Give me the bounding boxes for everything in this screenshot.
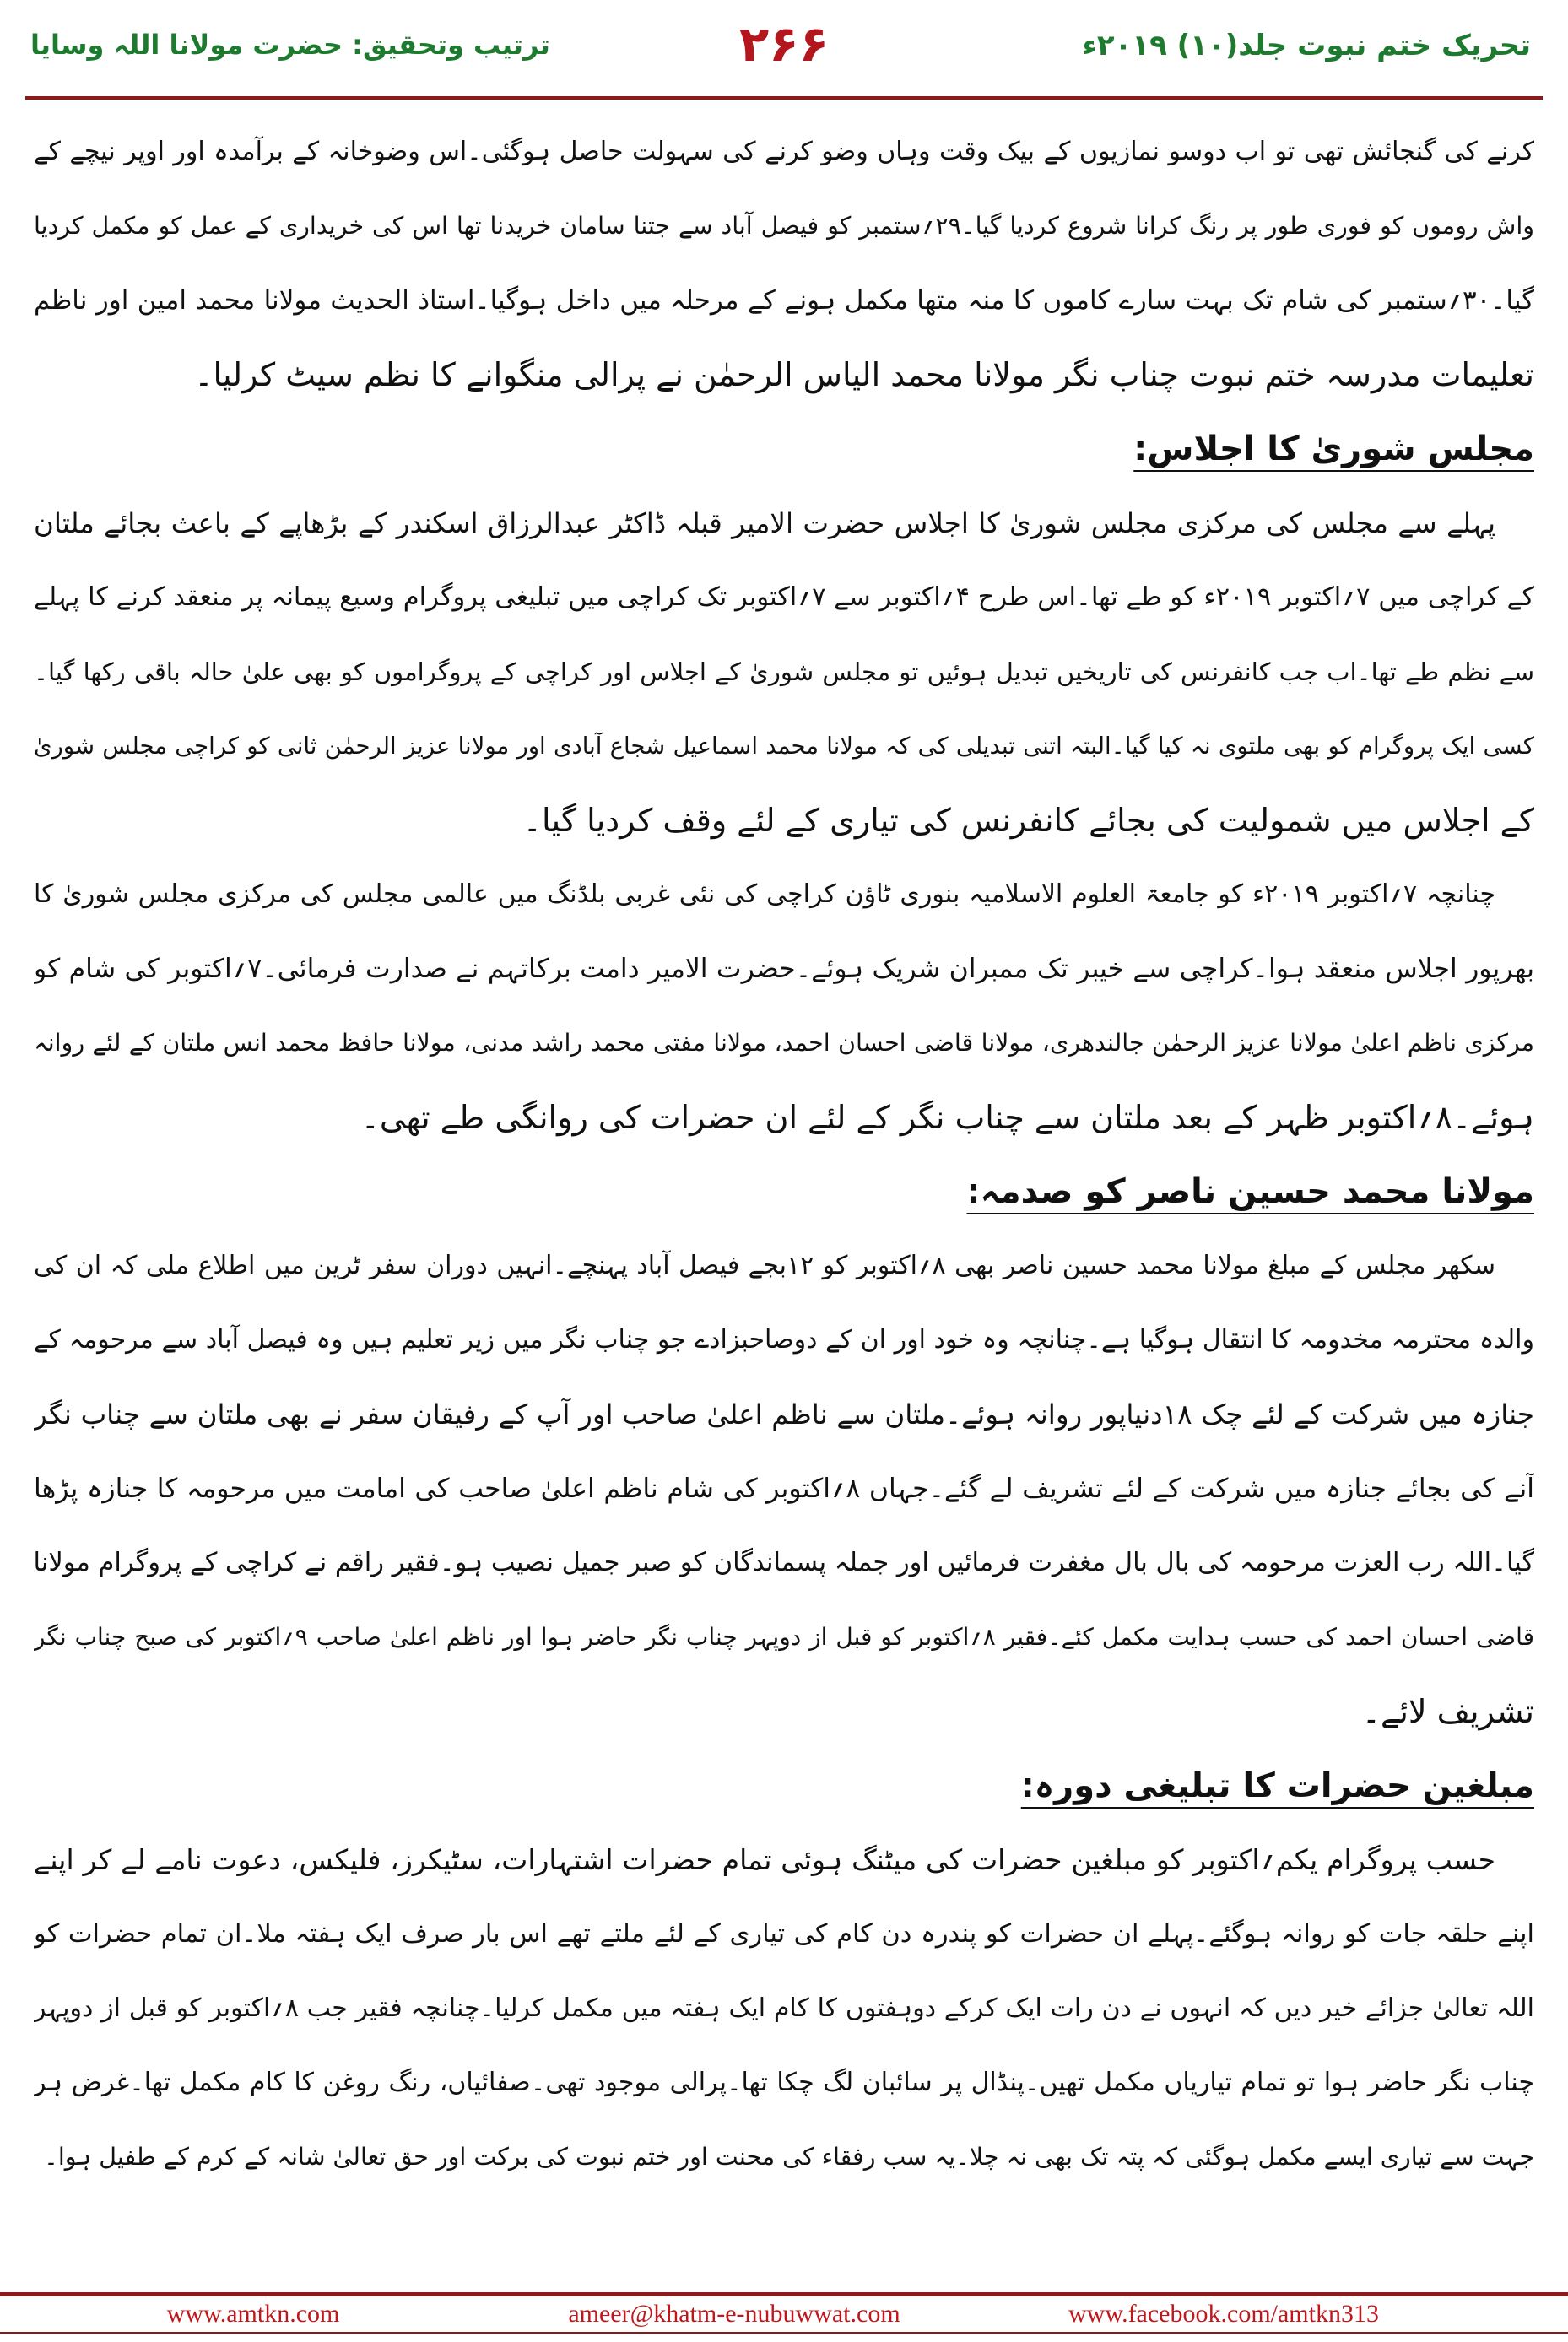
page-header <box>25 0 1543 100</box>
text-line: گیا۔۳۰؍ستمبر کی شام تک بہت سارے کاموں کا منہ متھا مکمل ہونے کے مرحلہ میں داخل ہوگیا۔استاذ الحدیث مولانا محمد امین اور ناظم <box>34 285 1534 316</box>
text-line: تعلیمات مدرسہ ختم نبوت چناب نگر مولانا محمد الیاس الرحمٰن نے پرالی منگوانے کا نظم سیٹ کرلیا۔ <box>194 356 1534 393</box>
section-heading <box>34 1155 1534 1229</box>
text-line: والدہ محترمہ مخدومہ کا انتقال ہوگیا ہے۔چنانچہ وہ خود اور ان کے دوصاحبزادے جو چناب نگر میں زیر تعلیم ہیں وہ فیصل آباد سے مرحومہ کے <box>34 1325 1534 1355</box>
website-link[interactable]: www.amtkn.com <box>166 2300 340 2328</box>
book-title: تحریک ختم نبوت جلد(۱۰) ۲۰۱۹ء <box>1082 29 1531 62</box>
text-line: سکھر مجلس کے مبلغ مولانا محمد حسین ناصر بھی ۸؍اکتوبر کو ۱۲بجے فیصل آباد پہنچے۔انہیں دوران سفر ٹرین میں اطلاع ملی کہ ان کی <box>34 1251 1495 1280</box>
section <box>34 115 1534 412</box>
text-line: اللہ تعالیٰ جزائے خیر دیں کہ انہوں نے دن رات ایک کرکے دوہفتوں کا کام ایک ہفتہ میں مکمل کرلیا۔چنانچہ فقیر جب ۸؍اکتوبر کو قبل از دوپہر <box>34 1993 1534 2023</box>
section-heading <box>34 412 1534 486</box>
text-line: چناب نگر حاضر ہوا تو تمام تیاریاں مکمل تھیں۔پنڈال پر سائبان لگ چکا تھا۔پرالی موجود تھی۔صفائیاں، رنگ روغن کا کام مکمل تھا۔غرض ہر <box>34 2068 1534 2097</box>
paragraph <box>34 1823 1534 2194</box>
section <box>34 412 1534 1155</box>
section-heading-text: مبلغین حضرات کا تبلیغی دورہ: <box>1020 1766 1534 1805</box>
text-line: جہت سے تیاری ایسے مکمل ہوگئی کہ پتہ تک بھی نہ چلا۔یہ سب رفقاء کی محنت اور ختم نبوت کی برکت اور حق تعالیٰ شانہ کے کرم کے طفیل ہوا۔ <box>44 2143 1534 2171</box>
paragraph <box>34 115 1534 412</box>
text-line: تشریف لائے۔ <box>1361 1693 1534 1730</box>
text-line: کسی ایک پروگرام کو بھی ملتوی نہ کیا گیا۔البتہ اتنی تبدیلی کی کہ مولانا محمد اسماعیل شجاع آبادی اور مولانا عزیز الرحمٰن ثانی کو کراچی مجلس شوریٰ <box>34 733 1534 760</box>
email-link[interactable]: ameer@khatm-e-nubuwwat.com <box>568 2300 900 2328</box>
text-line: پہلے سے مجلس کی مرکزی مجلس شوریٰ کا اجلاس حضرت الامیر قبلہ ڈاکٹر عبدالرزاق اسکندر کے بڑھاپے کے باعث بجائے ملتان <box>34 507 1495 539</box>
section-heading <box>34 1749 1534 1823</box>
text-line: کرنے کی گنجائش تھی تو اب دوسو نمازیوں کے بیک وقت وہاں وضو کرنے کی سہولت حاصل ہوگئی۔اس وضوخانہ کے برآمدہ اور اوپر نیچے کے <box>34 137 1534 166</box>
text-line: حسب پروگرام یکم؍اکتوبر کو مبلغین حضرات کی میٹنگ ہوئی تمام حضرات اشتہارات، سٹیکرز، فلیکس، دعوت نامے لے کر اپنے <box>34 1843 1495 1876</box>
paragraph <box>34 857 1534 1155</box>
section-heading-text: مولانا محمد حسین ناصر کو صدمہ: <box>966 1172 1534 1211</box>
text-line: گیا۔اللہ رب العزت مرحومہ کی بال بال مغفرت فرمائیں اور جملہ پسماندگان کو صبر جمیل نصیب ہو۔فقیر راقم نے کراچی کے پروگرام مولانا <box>34 1548 1534 1577</box>
text-line: بھرپور اجلاس منعقد ہوا۔کراچی سے خیبر تک ممبران شریک ہوئے۔حضرت الامیر دامت برکاتہم نے صدارت فرمائی۔۷؍اکتوبر کی شام کو <box>34 954 1534 984</box>
text-line: ہوئے۔۸؍اکتوبر ظہر کے بعد ملتان سے چناب نگر کے لئے ان حضرات کی روانگی طے تھی۔ <box>360 1099 1534 1136</box>
text-line: چنانچہ ۷؍اکتوبر ۲۰۱۹ء کو جامعۃ العلوم الاسلامیہ بنوری ٹاؤن کراچی کی نئی غربی بلڈنگ میں عالمی مجلس کی مرکزی مجلس شوریٰ کا <box>34 879 1495 909</box>
text-line: اپنے حلقہ جات کو روانہ ہوگئے۔پہلے ان حضرات کو پندرہ دن کام کی تیاری کے لئے ملتے تھے اس بار صرف ایک ہفتہ ملا۔ان تمام حضرات کو <box>34 1919 1534 1949</box>
text-line: کے کراچی میں ۷؍اکتوبر ۲۰۱۹ء کو طے تھا۔اس طرح ۴؍اکتوبر سے ۷؍اکتوبر تک کراچی میں تبلیغی پروگرام وسیع پیمانہ پر منعقد کرنے کا پہلے <box>34 582 1534 612</box>
paragraph <box>34 1229 1534 1749</box>
section <box>34 1155 1534 1749</box>
page-footer <box>0 2292 1568 2334</box>
text-line: قاضی احسان احمد کی حسب ہدایت مکمل کئے۔فقیر ۸؍اکتوبر کو قبل از دوپہر چناب نگر حاضر ہوا اور ناظم اعلیٰ صاحب ۹؍اکتوبر کی صبح چناب نگر <box>34 1623 1534 1651</box>
text-line: آنے کی بجائے جنازہ میں شرکت کے لئے تشریف لے گئے۔جہاں ۸؍اکتوبر کی شام ناظم اعلیٰ صاحب کی امامت میں مرحومہ کا جنازہ پڑھا <box>34 1474 1534 1504</box>
compiler-credit: ترتیب وتحقیق: حضرت مولانا اللہ وسایا <box>30 29 550 61</box>
page-number: ۲۶۶ <box>738 15 830 73</box>
page-body <box>34 115 1534 2194</box>
text-line: سے نظم طے تھا۔اب جب کانفرنس کی تاریخیں تبدیل ہوئیں تو مجلس شوریٰ کے اجلاس اور کراچی کے پروگراموں کو بھی علیٰ حالہ باقی رکھا گیا۔ <box>34 657 1534 686</box>
facebook-link[interactable]: www.facebook.com/amtkn313 <box>1068 2300 1379 2328</box>
text-line: مرکزی ناظم اعلیٰ مولانا عزیز الرحمٰن جالندھری، مولانا قاضی احسان احمد، مولانا مفتی محمد راشد مدنی، مولانا حافظ محمد انس ملتان کے لئے روانہ <box>34 1029 1534 1057</box>
text-line: واش روموں کو فوری طور پر رنگ کرانا شروع کردیا گیا۔۲۹؍ستمبر کو فیصل آباد سے جتنا سامان خریدنا تھا اس کی خریداری کے عمل کو مکمل کردیا <box>34 212 1534 240</box>
text-line: کے اجلاس میں شمولیت کی بجائے کانفرنس کی تیاری کے لئے وقف کردیا گیا۔ <box>522 802 1534 839</box>
text-line: جنازہ میں شرکت کے لئے چک ۱۸دنیاپور روانہ ہوئے۔ملتان سے ناظم اعلیٰ صاحب اور آپ کے رفیقان سفر نے بھی ملتان سے چناب نگر <box>34 1398 1534 1431</box>
paragraph <box>34 486 1534 857</box>
section-heading-text: مجلس شوریٰ کا اجلاس: <box>1133 430 1534 468</box>
section <box>34 1749 1534 2194</box>
